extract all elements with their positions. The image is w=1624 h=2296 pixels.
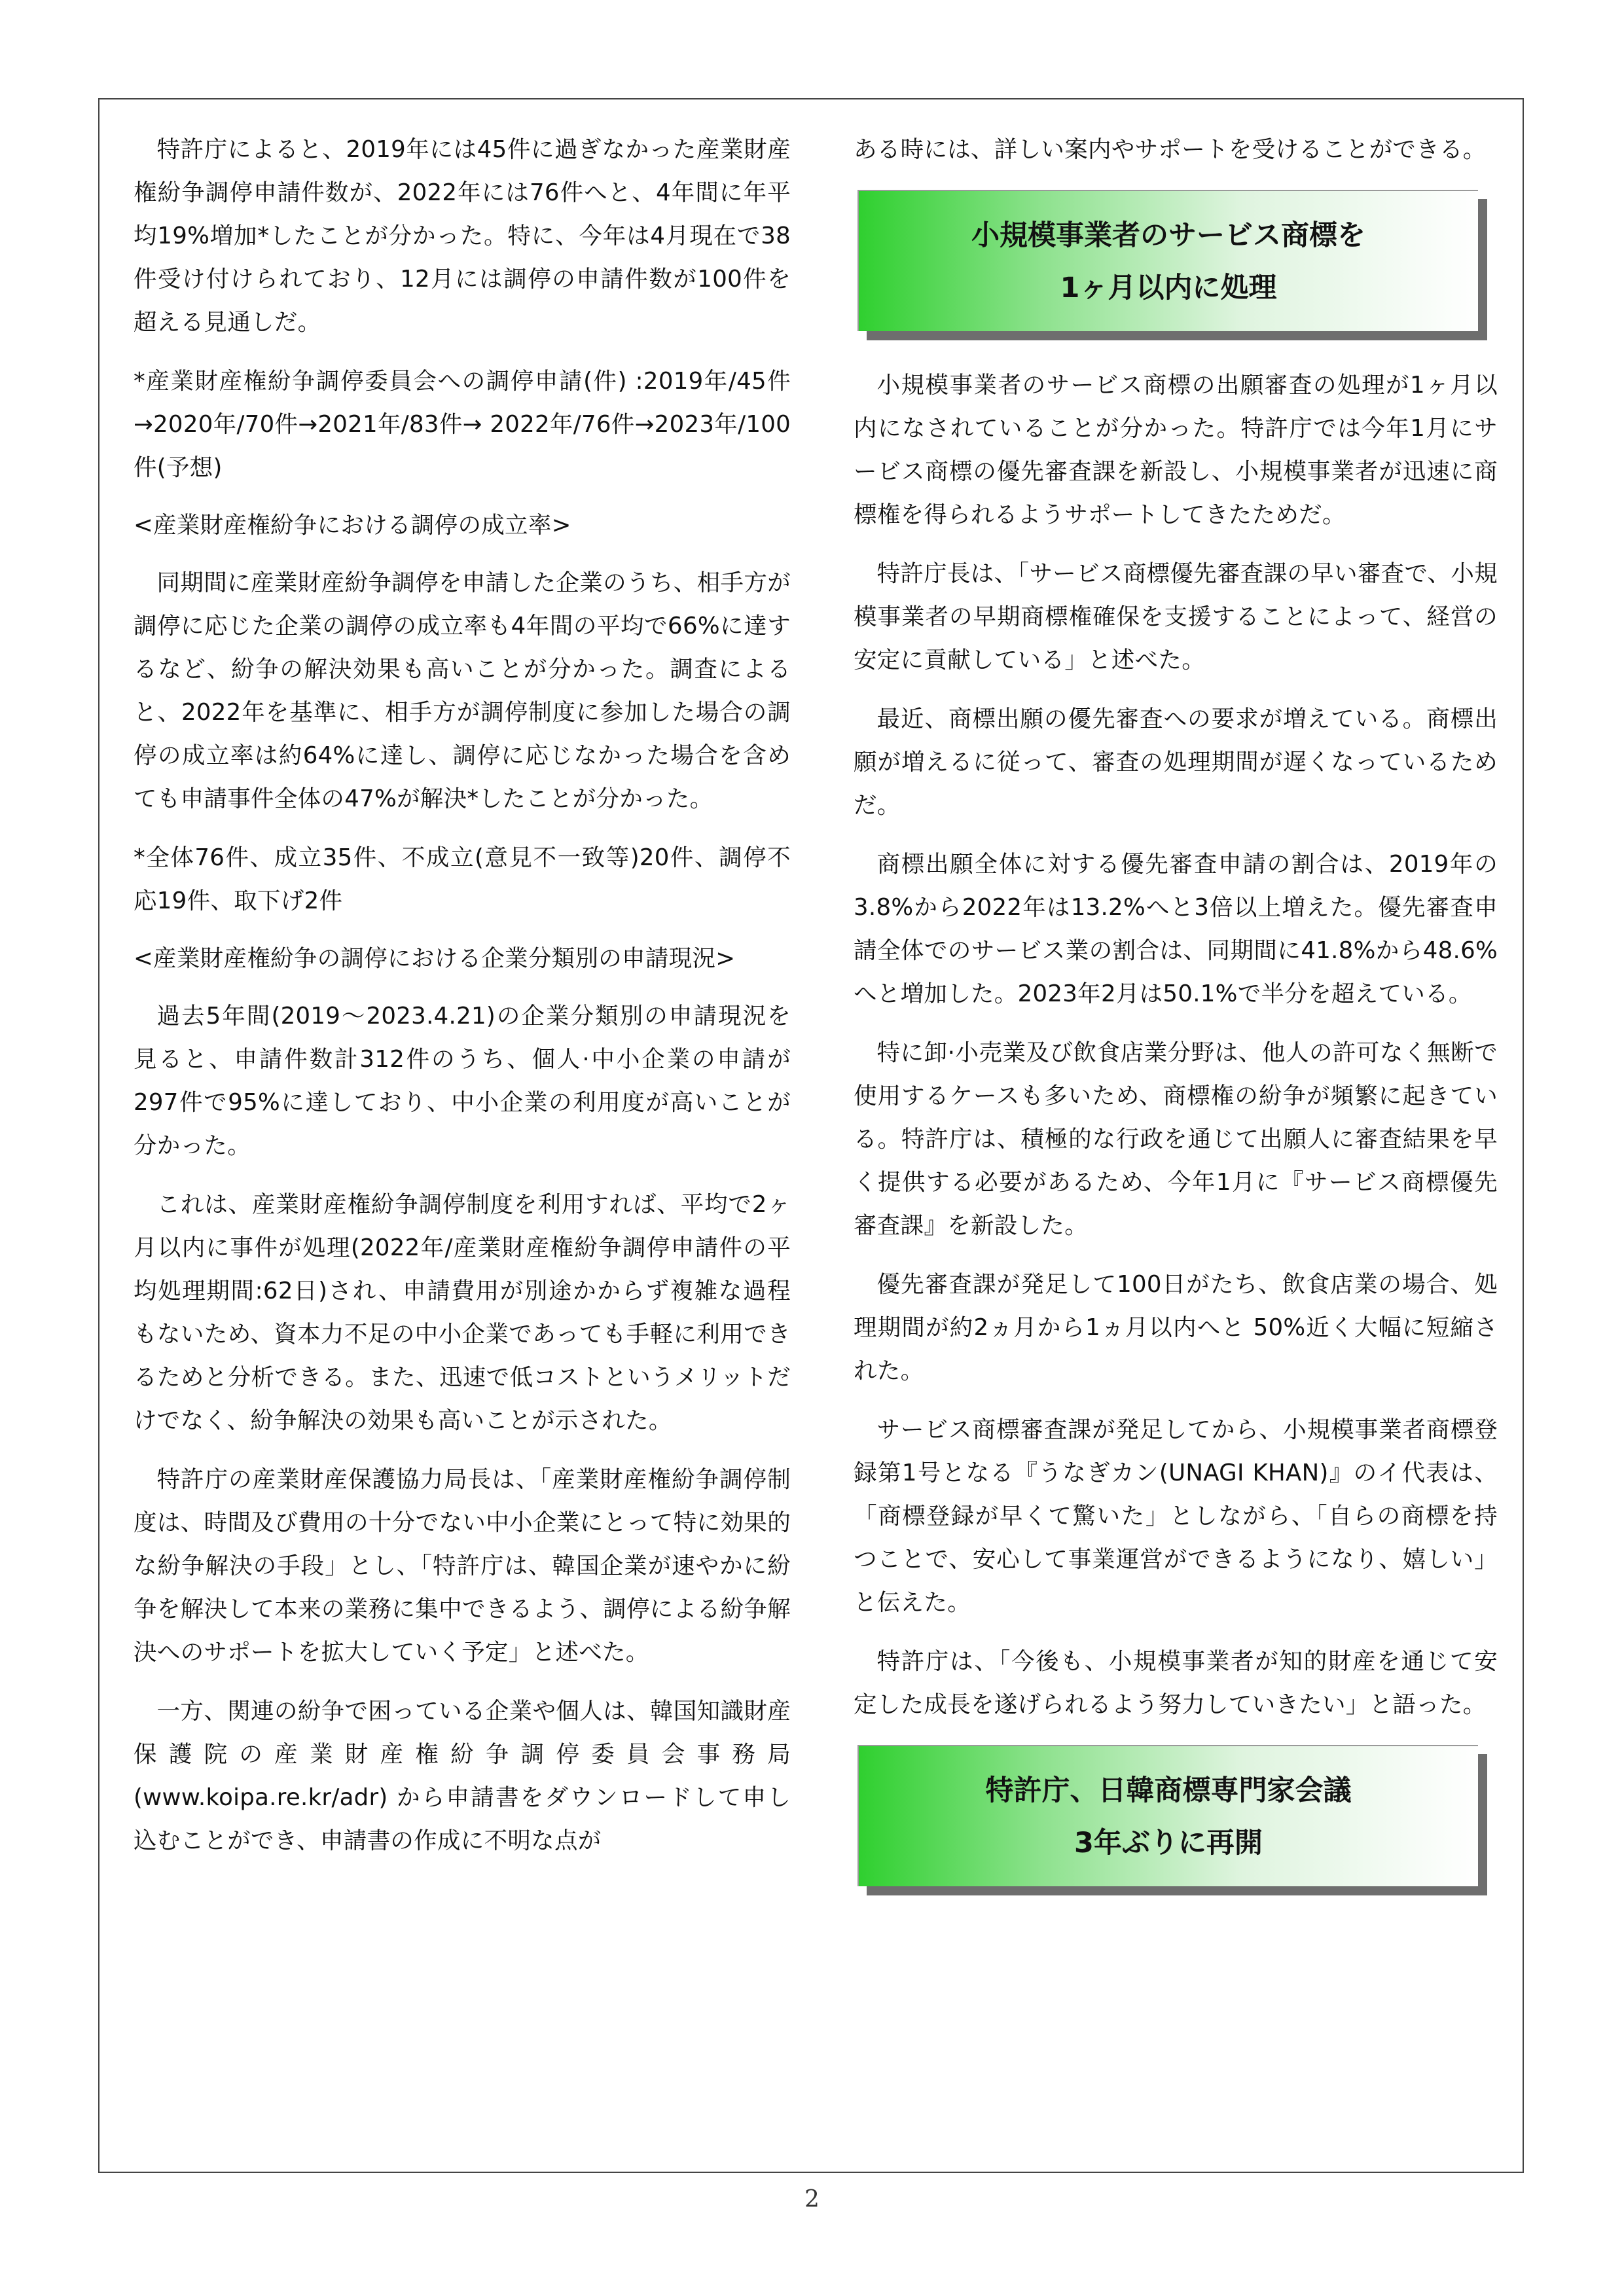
trademark-paragraph-8: 特許庁は、「今後も、小規模事業者が知的財産を通じて安定した成長を遂げられるよう努力していきたい」と語った。: [854, 1648, 1498, 1718]
trademark-paragraph-2: 特許庁長は、「サービス商標優先審査課の早い審査で、小規模事業者の早期商標権確保を支援することによって、経営の安定に貢献している」と述べた。: [854, 560, 1498, 673]
article-paragraph-6: 一方、関連の紛争で困っている企業や個人は、韓国知識財産保護院の産業財産権紛争調停委員会事務局(www.koipa.re.kr/adr) から申請書をダウンロードして申し込むことができ、申請書の作成に不明な点が: [134, 1698, 791, 1854]
headline-japan-korea-trademark-meeting: [857, 1745, 1478, 1886]
subheading-success-rate: <産業財産権紛争における調停の成立率>: [134, 512, 571, 539]
article-paragraph-4: これは、産業財産権紛争調停制度を利用すれば、平均で2ヶ月以内に事件が処理(2022年/産業財産権紛争調停申請件の平均処理期間:62日)され、申請費用が別途かからず複雑な過程もないため、資本力不足の中小企業であっても手軽に利用できるためと分析できる。また、迅速で低コストというメリットだけでなく、紛争解決の効果も高いことが示された。: [134, 1191, 791, 1434]
headline-line-2: 3年ぶりに再開: [1074, 1827, 1263, 1859]
trademark-paragraph-7: サービス商標審査課が発足してから、小規模事業者商標登録第1号となる『うなぎカン(UNAGI KHAN)』のイ代表は、「商標登録が早くて驚いた」としながら、「自らの商標を持つことで、安心して事業運営ができるようになり、嬉しい」と伝えた。: [854, 1416, 1498, 1616]
trademark-paragraph-5: 特に卸·小売業及び飲食店業分野は、他人の許可なく無断で使用するケースも多いため、商標権の紛争が頻繁に起きている。特許庁は、積極的な行政を通じて出願人に審査結果を早く提供する必要があるため、今年1月に『サービス商標優先審査課』を新設した。: [854, 1039, 1498, 1239]
trademark-paragraph-3: 最近、商標出願の優先審査への要求が増えている。商標出願が増えるに従って、審査の処理期間が遅くなっているためだ。: [854, 706, 1498, 819]
right-column: [854, 128, 1498, 1919]
article-paragraph-1: 特許庁によると、2019年には45件に過ぎなかった産業財産権紛争調停申請件数が、2022年には76件へと、4年間に年平均19%増加*したことが分かった。特に、今年は4月現在で38件受け付けられており、12月には調停の申請件数が100件を超える見通しだ。: [134, 136, 791, 336]
headline-line-1: 小規模事業者のサービス商標を: [971, 219, 1365, 252]
trademark-paragraph-1: 小規模事業者のサービス商標の出願審査の処理が1ヶ月以内になされていることが分かった。特許庁では今年1月にサービス商標の優先審査課を新設し、小規模事業者が迅速に商標権を得られるようサポートしてきたためだ。: [854, 372, 1498, 528]
article-paragraph-3: 過去5年間(2019～2023.4.21)の企業分類別の申請現況を見ると、申請件数計312件のうち、個人·中小企業の申請が297件で95%に達しており、中小企業の利用度が高いことが分かった。: [134, 1003, 791, 1159]
article-paragraph-5: 特許庁の産業財産保護協力局長は、「産業財産権紛争調停制度は、時間及び費用の十分でない中小企業にとって特に効果的な紛争解決の手段」とし、「特許庁は、韓国企業が速やかに紛争を解決して本来の業務に集中できるよう、調停による紛争解決へのサポートを拡大していく予定」と述べた。: [134, 1466, 791, 1666]
article-continuation: ある時には、詳しい案内やサポートを受けることができる。: [854, 136, 1487, 163]
headline-line-1: 特許庁、日韓商標専門家会議: [985, 1774, 1352, 1807]
subheading-company-classification: <産業財産権紛争の調停における企業分類別の申請現況>: [134, 945, 736, 972]
left-column: [134, 128, 791, 1878]
article-paragraph-2: 同期間に産業財産紛争調停を申請した企業のうち、相手方が調停に応じた企業の調停の成立率も4年間の平均で66%に達するなど、紛争の解決効果も高いことが分かった。調査によると、2022年を基準に、相手方が調停制度に参加した場合の調停の成立率は約64%に達し、調停に応じなかった場合を含めても申請事件全体の47%が解決*したことが分かった。: [134, 569, 791, 812]
trademark-paragraph-6: 優先審査課が発足して100日がたち、飲食店業の場合、処理期間が約2ヵ月から1ヵ月以内へと 50%近く大幅に短縮された。: [854, 1271, 1498, 1384]
footnote-case-breakdown: *全体76件、成立35件、不成立(意見不一致等)20件、調停不応19件、取下げ2件: [134, 844, 791, 914]
page-number: 2: [804, 2186, 820, 2213]
footnote-mediation-applications: *産業財産権紛争調停委員会への調停申請(件) :2019年/45件 →2020年/70件→2021年/83件→ 2022年/76件→2023年/100件(予想): [134, 368, 791, 481]
headline-small-business-trademark: [857, 190, 1478, 331]
trademark-paragraph-4: 商標出願全体に対する優先審査申請の割合は、2019年の3.8%から2022年は13.2%へと3倍以上増えた。優先審査申請全体でのサービス業の割合は、同期間に41.8%から48.6%へと増加した。2023年2月は50.1%で半分を超えている。: [854, 851, 1498, 1007]
headline-line-2: 1ヶ月以内に処理: [1060, 272, 1277, 304]
